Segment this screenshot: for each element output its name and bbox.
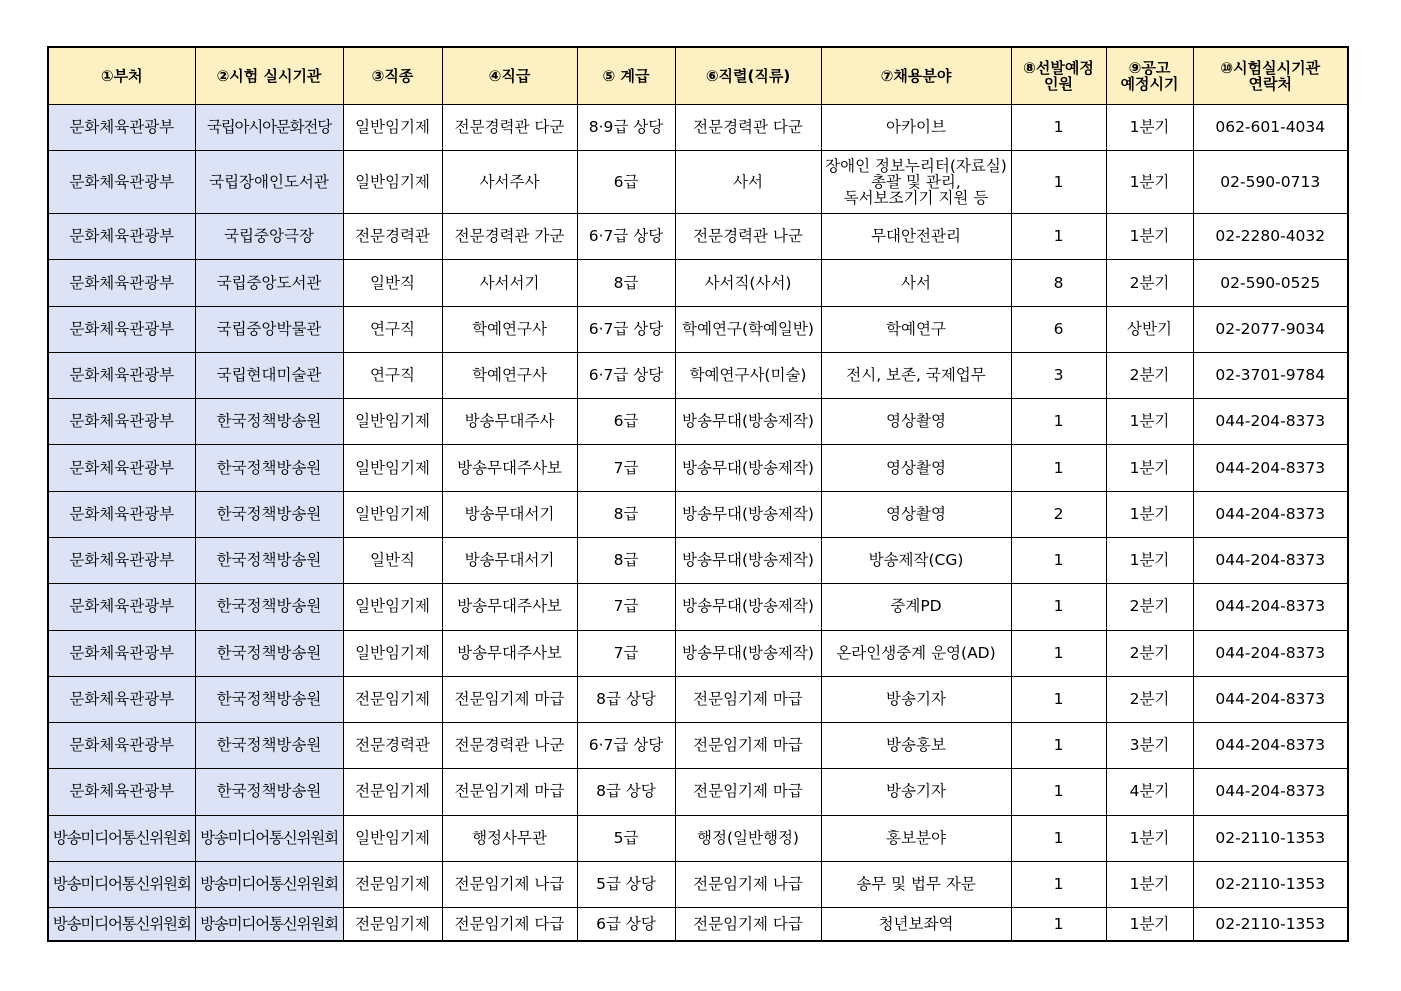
cell-exam-agency: 한국정책방송원 (195, 676, 343, 722)
cell-exam-agency: 국립중앙박물관 (195, 306, 343, 352)
cell-contact: 044-204-8373 (1193, 723, 1348, 769)
cell-ministry: 방송미디어통신위원회 (48, 861, 195, 907)
cell-job-rank: 방송무대서기 (442, 491, 577, 537)
cell-contact: 02-2110-1353 (1193, 908, 1348, 941)
cell-notice-period: 1분기 (1106, 150, 1193, 213)
cell-grade: 5급 상당 (577, 861, 675, 907)
cell-job-series: 전문임기제 마급 (675, 676, 821, 722)
cell-notice-period: 상반기 (1106, 306, 1193, 352)
table-row (48, 306, 1348, 352)
cell-notice-period: 4분기 (1106, 769, 1193, 815)
cell-notice-period: 1분기 (1106, 538, 1193, 584)
cell-job-rank: 전문임기제 마급 (442, 676, 577, 722)
cell-job-type: 전문임기제 (343, 676, 442, 722)
cell-job-series: 방송무대(방송제작) (675, 584, 821, 630)
cell-ministry: 문화체육관광부 (48, 214, 195, 260)
column-header-exam-agency: ②시험 실시기관 (195, 47, 343, 104)
cell-job-series: 전문임기제 마급 (675, 769, 821, 815)
cell-notice-period: 1분기 (1106, 214, 1193, 260)
cell-ministry: 문화체육관광부 (48, 150, 195, 213)
cell-job-series: 사서 (675, 150, 821, 213)
cell-recruit-field: 중계PD (821, 584, 1011, 630)
cell-recruit-field: 영상촬영 (821, 445, 1011, 491)
cell-ministry: 문화체육관광부 (48, 445, 195, 491)
cell-job-series: 학예연구사(미술) (675, 352, 821, 398)
cell-job-type: 일반임기제 (343, 445, 442, 491)
cell-ministry: 문화체육관광부 (48, 104, 195, 150)
cell-contact: 044-204-8373 (1193, 445, 1348, 491)
cell-job-type: 연구직 (343, 352, 442, 398)
cell-notice-period: 1분기 (1106, 445, 1193, 491)
cell-contact: 02-590-0713 (1193, 150, 1348, 213)
cell-recruit-field: 청년보좌역 (821, 908, 1011, 941)
cell-contact: 044-204-8373 (1193, 538, 1348, 584)
recruitment-table (47, 46, 1349, 942)
cell-job-rank: 전문임기제 마급 (442, 769, 577, 815)
cell-exam-agency: 방송미디어통신위원회 (195, 815, 343, 861)
table-row (48, 445, 1348, 491)
cell-contact: 044-204-8373 (1193, 769, 1348, 815)
cell-headcount: 1 (1011, 723, 1106, 769)
cell-recruit-field: 방송기자 (821, 769, 1011, 815)
cell-notice-period: 3분기 (1106, 723, 1193, 769)
cell-job-series: 방송무대(방송제작) (675, 399, 821, 445)
cell-grade: 6급 (577, 150, 675, 213)
cell-recruit-field: 사서 (821, 260, 1011, 306)
cell-ministry: 문화체육관광부 (48, 352, 195, 398)
cell-recruit-field: 무대안전관리 (821, 214, 1011, 260)
cell-job-series: 방송무대(방송제작) (675, 445, 821, 491)
cell-job-rank: 전문임기제 나급 (442, 861, 577, 907)
table-row (48, 908, 1348, 941)
cell-job-series: 학예연구(학예일반) (675, 306, 821, 352)
cell-ministry: 문화체육관광부 (48, 676, 195, 722)
cell-exam-agency: 한국정책방송원 (195, 584, 343, 630)
table-row (48, 150, 1348, 213)
cell-notice-period: 1분기 (1106, 908, 1193, 941)
table-row (48, 630, 1348, 676)
cell-contact: 02-590-0525 (1193, 260, 1348, 306)
cell-contact: 02-3701-9784 (1193, 352, 1348, 398)
cell-recruit-field: 방송기자 (821, 676, 1011, 722)
cell-job-rank: 전문임기제 다급 (442, 908, 577, 941)
cell-exam-agency: 방송미디어통신위원회 (195, 908, 343, 941)
cell-ministry: 문화체육관광부 (48, 399, 195, 445)
column-header-job-series: ⑥직렬(직류) (675, 47, 821, 104)
cell-contact: 02-2110-1353 (1193, 815, 1348, 861)
cell-contact: 044-204-8373 (1193, 630, 1348, 676)
cell-job-type: 연구직 (343, 306, 442, 352)
cell-job-type: 일반임기제 (343, 815, 442, 861)
cell-headcount: 2 (1011, 491, 1106, 537)
cell-grade: 8급 (577, 491, 675, 537)
cell-ministry: 문화체육관광부 (48, 630, 195, 676)
table-row (48, 723, 1348, 769)
cell-notice-period: 2분기 (1106, 630, 1193, 676)
cell-grade: 7급 (577, 630, 675, 676)
cell-contact: 044-204-8373 (1193, 399, 1348, 445)
cell-job-rank: 사서주사 (442, 150, 577, 213)
cell-ministry: 문화체육관광부 (48, 723, 195, 769)
cell-job-rank: 방송무대주사보 (442, 584, 577, 630)
cell-recruit-field: 학예연구 (821, 306, 1011, 352)
table-row (48, 538, 1348, 584)
cell-notice-period: 2분기 (1106, 260, 1193, 306)
cell-exam-agency: 한국정책방송원 (195, 769, 343, 815)
cell-recruit-field: 아카이브 (821, 104, 1011, 150)
table-row (48, 676, 1348, 722)
cell-recruit-field: 온라인생중계 운영(AD) (821, 630, 1011, 676)
table-row (48, 584, 1348, 630)
cell-grade: 6·7급 상당 (577, 214, 675, 260)
cell-notice-period: 2분기 (1106, 352, 1193, 398)
table-row (48, 491, 1348, 537)
cell-recruit-field: 홍보분야 (821, 815, 1011, 861)
cell-job-series: 전문경력관 나군 (675, 214, 821, 260)
column-header-job-rank: ④직급 (442, 47, 577, 104)
cell-headcount: 1 (1011, 815, 1106, 861)
cell-notice-period: 2분기 (1106, 676, 1193, 722)
cell-headcount: 3 (1011, 352, 1106, 398)
cell-job-series: 사서직(사서) (675, 260, 821, 306)
cell-contact: 02-2280-4032 (1193, 214, 1348, 260)
cell-notice-period: 2분기 (1106, 584, 1193, 630)
table-row (48, 214, 1348, 260)
cell-job-type: 전문임기제 (343, 908, 442, 941)
cell-job-rank: 방송무대주사 (442, 399, 577, 445)
cell-grade: 8급 (577, 538, 675, 584)
cell-grade: 7급 (577, 584, 675, 630)
column-header-recruit-field: ⑦채용분야 (821, 47, 1011, 104)
cell-grade: 7급 (577, 445, 675, 491)
cell-job-rank: 전문경력관 나군 (442, 723, 577, 769)
table-row (48, 104, 1348, 150)
cell-headcount: 1 (1011, 676, 1106, 722)
cell-exam-agency: 한국정책방송원 (195, 445, 343, 491)
cell-grade: 6·7급 상당 (577, 352, 675, 398)
cell-notice-period: 1분기 (1106, 104, 1193, 150)
cell-grade: 6·7급 상당 (577, 723, 675, 769)
column-header-job-type: ③직종 (343, 47, 442, 104)
cell-contact: 044-204-8373 (1193, 584, 1348, 630)
cell-ministry: 문화체육관광부 (48, 306, 195, 352)
cell-job-rank: 학예연구사 (442, 306, 577, 352)
cell-job-rank: 전문경력관 다군 (442, 104, 577, 150)
table-header-row (48, 47, 1348, 104)
cell-job-type: 일반임기제 (343, 584, 442, 630)
cell-job-series: 행정(일반행정) (675, 815, 821, 861)
cell-headcount: 8 (1011, 260, 1106, 306)
cell-job-rank: 학예연구사 (442, 352, 577, 398)
cell-notice-period: 1분기 (1106, 491, 1193, 537)
table-row (48, 861, 1348, 907)
cell-job-rank: 전문경력관 가군 (442, 214, 577, 260)
cell-grade: 8급 상당 (577, 769, 675, 815)
cell-exam-agency: 한국정책방송원 (195, 491, 343, 537)
cell-headcount: 1 (1011, 150, 1106, 213)
cell-ministry: 문화체육관광부 (48, 538, 195, 584)
cell-job-series: 전문임기제 마급 (675, 723, 821, 769)
cell-job-series: 방송무대(방송제작) (675, 538, 821, 584)
cell-job-type: 일반임기제 (343, 491, 442, 537)
table-row (48, 260, 1348, 306)
cell-job-type: 일반임기제 (343, 630, 442, 676)
cell-job-type: 전문경력관 (343, 723, 442, 769)
cell-grade: 8급 상당 (577, 676, 675, 722)
table-row (48, 399, 1348, 445)
cell-ministry: 문화체육관광부 (48, 584, 195, 630)
cell-contact: 044-204-8373 (1193, 676, 1348, 722)
table-row (48, 769, 1348, 815)
cell-job-series: 전문임기제 나급 (675, 861, 821, 907)
column-header-headcount: ⑧선발예정 인원 (1011, 47, 1106, 104)
cell-recruit-field: 전시, 보존, 국제업무 (821, 352, 1011, 398)
cell-job-type: 일반임기제 (343, 150, 442, 213)
cell-job-rank: 방송무대주사보 (442, 445, 577, 491)
cell-job-type: 전문임기제 (343, 769, 442, 815)
cell-exam-agency: 국립중앙극장 (195, 214, 343, 260)
cell-job-rank: 방송무대서기 (442, 538, 577, 584)
cell-grade: 6·7급 상당 (577, 306, 675, 352)
cell-job-rank: 방송무대주사보 (442, 630, 577, 676)
cell-contact: 062-601-4034 (1193, 104, 1348, 150)
cell-headcount: 1 (1011, 769, 1106, 815)
cell-headcount: 1 (1011, 584, 1106, 630)
cell-contact: 044-204-8373 (1193, 491, 1348, 537)
cell-job-type: 일반임기제 (343, 104, 442, 150)
cell-job-type: 일반임기제 (343, 399, 442, 445)
cell-exam-agency: 한국정책방송원 (195, 630, 343, 676)
column-header-contact: ⑩시험실시기관 연락처 (1193, 47, 1348, 104)
cell-ministry: 문화체육관광부 (48, 769, 195, 815)
column-header-grade: ⑤ 계급 (577, 47, 675, 104)
cell-headcount: 1 (1011, 861, 1106, 907)
cell-grade: 6급 (577, 399, 675, 445)
cell-grade: 5급 (577, 815, 675, 861)
cell-headcount: 1 (1011, 538, 1106, 584)
cell-recruit-field: 방송홍보 (821, 723, 1011, 769)
cell-job-type: 전문경력관 (343, 214, 442, 260)
cell-job-type: 전문임기제 (343, 861, 442, 907)
column-header-ministry: ①부처 (48, 47, 195, 104)
cell-job-type: 일반직 (343, 538, 442, 584)
cell-contact: 02-2077-9034 (1193, 306, 1348, 352)
cell-ministry: 문화체육관광부 (48, 491, 195, 537)
column-header-notice-period: ⑨공고 예정시기 (1106, 47, 1193, 104)
cell-headcount: 1 (1011, 399, 1106, 445)
cell-headcount: 1 (1011, 630, 1106, 676)
cell-headcount: 1 (1011, 445, 1106, 491)
table-row (48, 352, 1348, 398)
cell-ministry: 방송미디어통신위원회 (48, 908, 195, 941)
cell-exam-agency: 국립중앙도서관 (195, 260, 343, 306)
cell-job-series: 방송무대(방송제작) (675, 491, 821, 537)
cell-notice-period: 1분기 (1106, 815, 1193, 861)
cell-recruit-field: 영상촬영 (821, 399, 1011, 445)
cell-ministry: 방송미디어통신위원회 (48, 815, 195, 861)
cell-recruit-field: 방송제작(CG) (821, 538, 1011, 584)
cell-exam-agency: 한국정책방송원 (195, 538, 343, 584)
cell-headcount: 6 (1011, 306, 1106, 352)
cell-grade: 6급 상당 (577, 908, 675, 941)
cell-job-rank: 행정사무관 (442, 815, 577, 861)
cell-exam-agency: 국립장애인도서관 (195, 150, 343, 213)
cell-recruit-field: 영상촬영 (821, 491, 1011, 537)
cell-exam-agency: 국립현대미술관 (195, 352, 343, 398)
cell-ministry: 문화체육관광부 (48, 260, 195, 306)
cell-exam-agency: 국립아시아문화전당 (195, 104, 343, 150)
table-body (48, 104, 1348, 941)
cell-recruit-field: 송무 및 법무 자문 (821, 861, 1011, 907)
cell-headcount: 1 (1011, 104, 1106, 150)
cell-headcount: 1 (1011, 214, 1106, 260)
cell-job-series: 전문경력관 다군 (675, 104, 821, 150)
cell-grade: 8급 (577, 260, 675, 306)
cell-job-series: 방송무대(방송제작) (675, 630, 821, 676)
cell-exam-agency: 방송미디어통신위원회 (195, 861, 343, 907)
cell-grade: 8·9급 상당 (577, 104, 675, 150)
cell-exam-agency: 한국정책방송원 (195, 399, 343, 445)
cell-notice-period: 1분기 (1106, 861, 1193, 907)
cell-job-series: 전문임기제 다급 (675, 908, 821, 941)
cell-headcount: 1 (1011, 908, 1106, 941)
cell-job-rank: 사서서기 (442, 260, 577, 306)
cell-job-type: 일반직 (343, 260, 442, 306)
cell-exam-agency: 한국정책방송원 (195, 723, 343, 769)
cell-contact: 02-2110-1353 (1193, 861, 1348, 907)
table-row (48, 815, 1348, 861)
cell-notice-period: 1분기 (1106, 399, 1193, 445)
cell-recruit-field: 장애인 정보누리터(자료실) 총괄 및 관리, 독서보조기기 지원 등 (821, 150, 1011, 213)
